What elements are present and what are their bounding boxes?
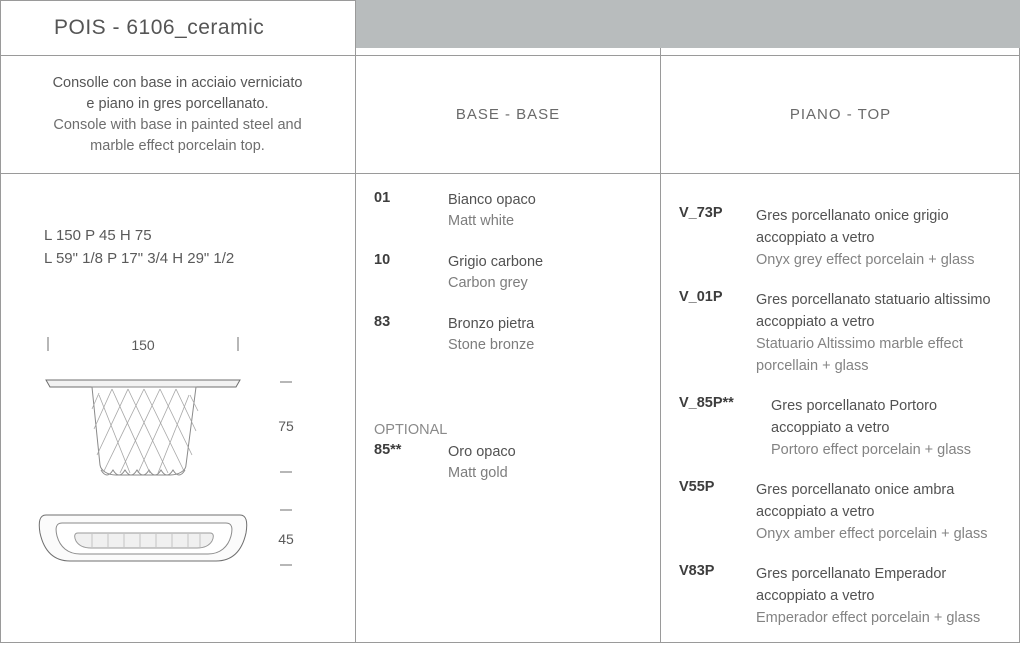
drawing-svg: [0, 325, 355, 625]
base-finish-name-it: Grigio carbone: [448, 254, 544, 270]
base-optional-code: 85**: [374, 442, 402, 458]
base-finish-names: [448, 190, 536, 232]
header-banner: [356, 0, 1020, 48]
column-header-top: PIANO - TOP: [789, 106, 892, 123]
top-finish-row: [661, 205, 1020, 271]
top-finish-name-en-1: Onyx grey effect porcelain + glass: [756, 252, 975, 268]
top-finish-name-en-1: Portoro effect porcelain + glass: [771, 442, 972, 458]
top-finish-name-en-1: Statuario Altissimo marble effect: [756, 336, 963, 352]
description-it-line2: e piano in gres porcellanato.: [86, 95, 269, 112]
dimensions-metric: L 150 P 45 H 75: [44, 227, 152, 244]
base-optional-names: [448, 442, 516, 484]
top-finish-name-it-1: Gres porcellanato onice grigio: [756, 208, 949, 224]
base-finish-row: [356, 190, 660, 252]
top-finish-code: V55P: [679, 479, 715, 495]
top-finish-name-en-1: Onyx amber effect porcelain + glass: [756, 526, 988, 542]
dimensions-imperial: L 59" 1/8 P 17" 3/4 H 29" 1/2: [44, 250, 235, 267]
top-finish-name-en-2: porcellain + glass: [756, 358, 869, 374]
top-finish-name-it-1: Gres porcellanato onice ambra: [756, 482, 955, 498]
column-header-base: BASE - BASE: [455, 106, 561, 123]
top-finish-name-it-2: accoppiato a vetro: [756, 504, 875, 520]
base-finish-name-en: Stone bronze: [448, 337, 535, 353]
base-finish-code: 10: [374, 252, 391, 268]
top-finish-code: V83P: [679, 563, 715, 579]
dimensions-block: [44, 224, 234, 270]
base-finish-name-en: Matt white: [448, 213, 515, 229]
top-finish-name-it-2: accoppiato a vetro: [756, 314, 875, 330]
top-finish-list: [661, 205, 1020, 647]
optional-label: OPTIONAL: [374, 422, 448, 438]
top-finish-row: [661, 395, 1020, 461]
base-finish-names: [448, 314, 534, 356]
base-finish-name-en: Carbon grey: [448, 275, 528, 291]
top-finish-row: [661, 479, 1020, 545]
base-optional-name-it: Oro opaco: [448, 444, 516, 460]
top-finish-names: [756, 205, 1020, 271]
base-finish-row: [356, 314, 660, 376]
base-finish-name-it: Bianco opaco: [448, 192, 536, 208]
top-finish-code: V_73P: [679, 205, 723, 221]
top-finish-row: [661, 289, 1020, 377]
top-finish-name-it-2: accoppiato a vetro: [756, 230, 875, 246]
base-optional-name-en: Matt gold: [448, 465, 508, 481]
base-finish-names: [448, 252, 543, 294]
base-finish-name-it: Bronzo pietra: [448, 316, 535, 332]
top-finish-names: [756, 563, 1020, 629]
top-finish-names: [771, 395, 1020, 461]
top-finish-names: [756, 289, 1020, 377]
technical-drawing: [0, 325, 355, 625]
description-en-line2: marble effect porcelain top.: [90, 137, 265, 154]
top-finish-code: V_85P**: [679, 395, 734, 411]
top-finish-name-it-1: Gres porcellanato Emperador: [756, 566, 947, 582]
top-finish-name-it-2: accoppiato a vetro: [756, 588, 875, 604]
drawing-height-label: 75: [278, 418, 294, 434]
base-finish-code: 01: [374, 190, 391, 206]
drawing-width-label: 150: [131, 337, 155, 353]
description-en-line1: Console with base in painted steel and: [53, 116, 302, 133]
top-finish-name-en-1: Emperador effect porcelain + glass: [756, 610, 981, 626]
page-title: POIS - 6106_ceramic: [54, 15, 265, 39]
top-finish-name-it-1: Gres porcellanato statuario altissimo: [756, 292, 991, 308]
title-cell: [0, 0, 355, 55]
description-cell: [0, 56, 355, 173]
top-finish-code: V_01P: [679, 289, 723, 305]
top-finish-names: [756, 479, 1020, 545]
drawing-depth-label: 45: [278, 531, 294, 547]
base-optional-row: [356, 442, 660, 504]
base-finish-list: [356, 190, 660, 504]
top-finish-name-it-1: Gres porcellanato Portoro: [771, 398, 938, 414]
base-finish-row: [356, 252, 660, 314]
description-it-line1: Consolle con base in acciaio verniciato: [52, 74, 303, 91]
rule-under-description: [0, 173, 1020, 174]
top-finish-row: [661, 563, 1020, 629]
base-finish-code: 83: [374, 314, 391, 330]
top-finish-name-it-2: accoppiato a vetro: [771, 420, 890, 436]
